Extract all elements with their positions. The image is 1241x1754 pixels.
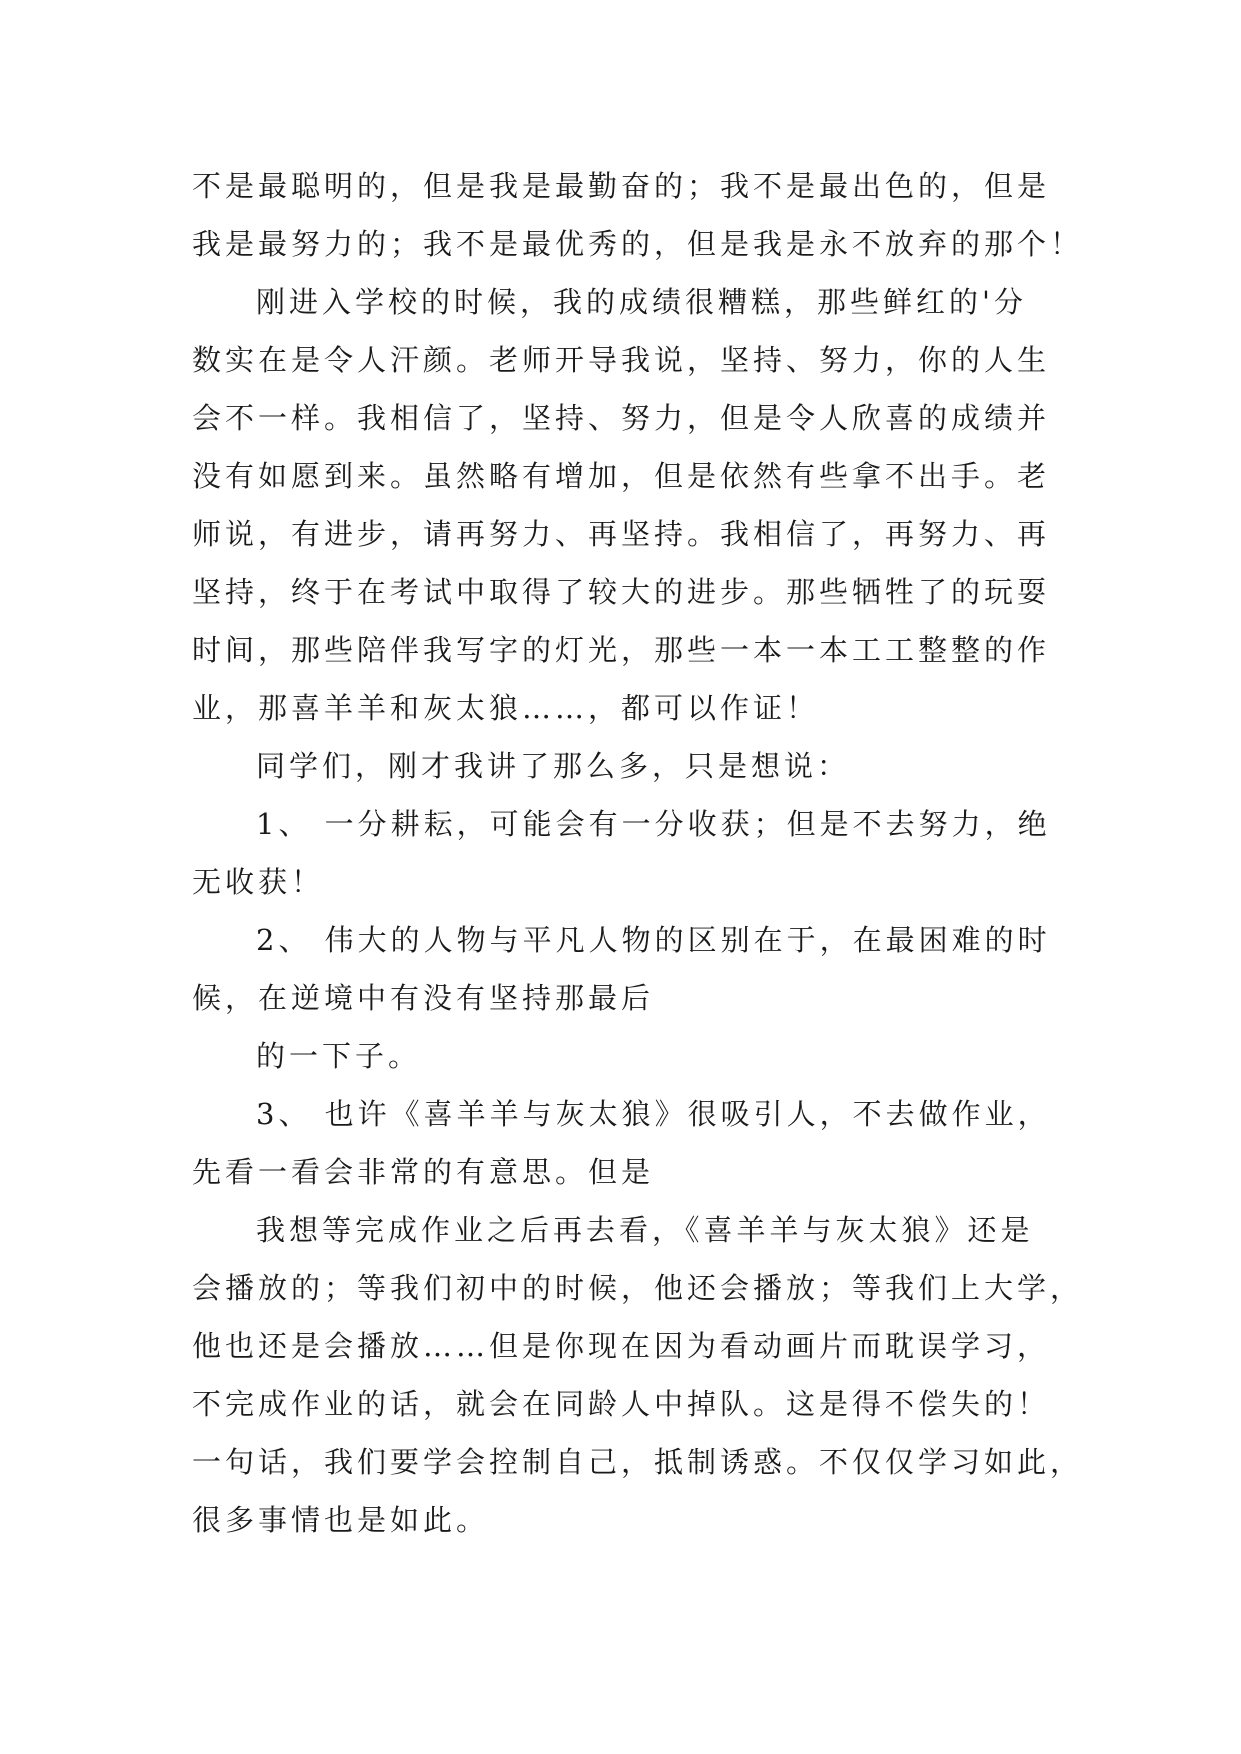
text-line: 会不一样。我相信了，坚持、努力，但是令人欣喜的成绩并 xyxy=(192,401,1051,435)
text-line: 一句话，我们要学会控制自己，抵制诱惑。不仅仅学习如此， xyxy=(192,1445,1084,1479)
text-line: 候，在逆境中有没有坚持那最后 xyxy=(192,981,655,1015)
text-line: 很多事情也是如此。 xyxy=(192,1503,490,1537)
text-line: 会播放的；等我们初中的时候，他还会播放；等我们上大学， xyxy=(192,1271,1084,1305)
text-line: 坚持，终于在考试中取得了较大的进步。那些牺牲了的玩耍 xyxy=(192,575,1051,609)
text-line: 无收获！ xyxy=(192,865,325,899)
text-line: 不是最聪明的，但是我是最勤奋的；我不是最出色的，但是 xyxy=(192,169,1051,203)
text-line: 业，那喜羊羊和灰太狼……，都可以作证！ xyxy=(192,691,820,725)
paragraph-start-line: 我想等完成作业之后再去看，《喜羊羊与灰太狼》还是 xyxy=(256,1213,1034,1247)
text-line: 先看一看会非常的有意思。但是 xyxy=(192,1155,655,1189)
paragraph-start-line: 刚进入学校的时候，我的成绩很糟糕，那些鲜红的'分 xyxy=(256,285,1027,319)
text-line: 不完成作业的话，就会在同龄人中掉队。这是得不偿失的！ xyxy=(192,1387,1051,1421)
paragraph-start-line: 同学们，刚才我讲了那么多，只是想说： xyxy=(256,749,851,783)
text-line: 数实在是令人汗颜。老师开导我说，坚持、努力，你的人生 xyxy=(192,343,1051,377)
list-item-2: 2、 伟大的人物与平凡人物的区别在于，在最困难的时 xyxy=(256,923,1051,957)
text-line: 他也还是会播放……但是你现在因为看动画片而耽误学习， xyxy=(192,1329,1051,1363)
text-line: 没有如愿到来。虽然略有增加，但是依然有些拿不出手。老 xyxy=(192,459,1051,493)
text-line: 时间，那些陪伴我写字的灯光，那些一本一本工工整整的作 xyxy=(192,633,1051,667)
list-item-1: 1、 一分耕耘，可能会有一分收获；但是不去努力，绝 xyxy=(256,807,1051,841)
paragraph-start-line: 的一下子。 xyxy=(256,1039,422,1073)
text-line: 我是最努力的；我不是最优秀的，但是我是永不放弃的那个！ xyxy=(192,227,1084,261)
list-item-3: 3、 也许《喜羊羊与灰太狼》很吸引人，不去做作业， xyxy=(256,1097,1051,1131)
text-line: 师说，有进步，请再努力、再坚持。我相信了，再努力、再 xyxy=(192,517,1051,551)
